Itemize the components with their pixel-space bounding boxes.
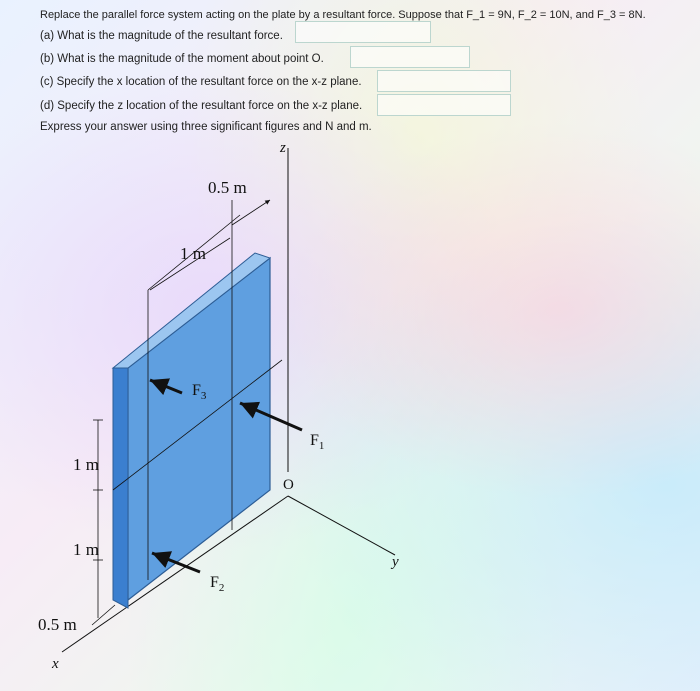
y-axis [288,496,395,555]
force-3-label: $F_3$ [192,382,207,402]
problem-statement: Replace the parallel force system acting on the plate by a resultant force. Suppose that F_1 = 9N, F_2 = 10N, and F_3 = 8N. [40,9,646,21]
part-b-label: (b) What is the magnitude of the moment about point O. [40,53,324,65]
dim-top-line [232,200,270,225]
force-2-label: $F_2$ [210,574,225,594]
dim-top-label: 0.5 m [208,178,247,197]
dim-bottom-label: 0.5 m [38,615,77,634]
axis-x-label: x [52,656,59,672]
dim-width-label: 1 m [180,244,206,263]
force-1-label: $F_1$ [310,432,325,452]
dim-bottom-line [92,605,115,625]
dim-left-lower-label: 1 m [73,540,99,559]
part-c-label: (c) Specify the x location of the resultant force on the x-z plane. [40,76,362,88]
part-d-label: (d) Specify the z location of the resultant force on the x-z plane. [40,100,363,112]
axis-z-label: z [280,140,286,156]
part-a-label: (a) What is the magnitude of the resultant force. [40,30,283,42]
axis-y-label: y [392,554,399,570]
instructions: Express your answer using three significant figures and N and m. [40,121,372,133]
origin-label: O [283,477,294,493]
dim-left-upper-label: 1 m [73,455,99,474]
